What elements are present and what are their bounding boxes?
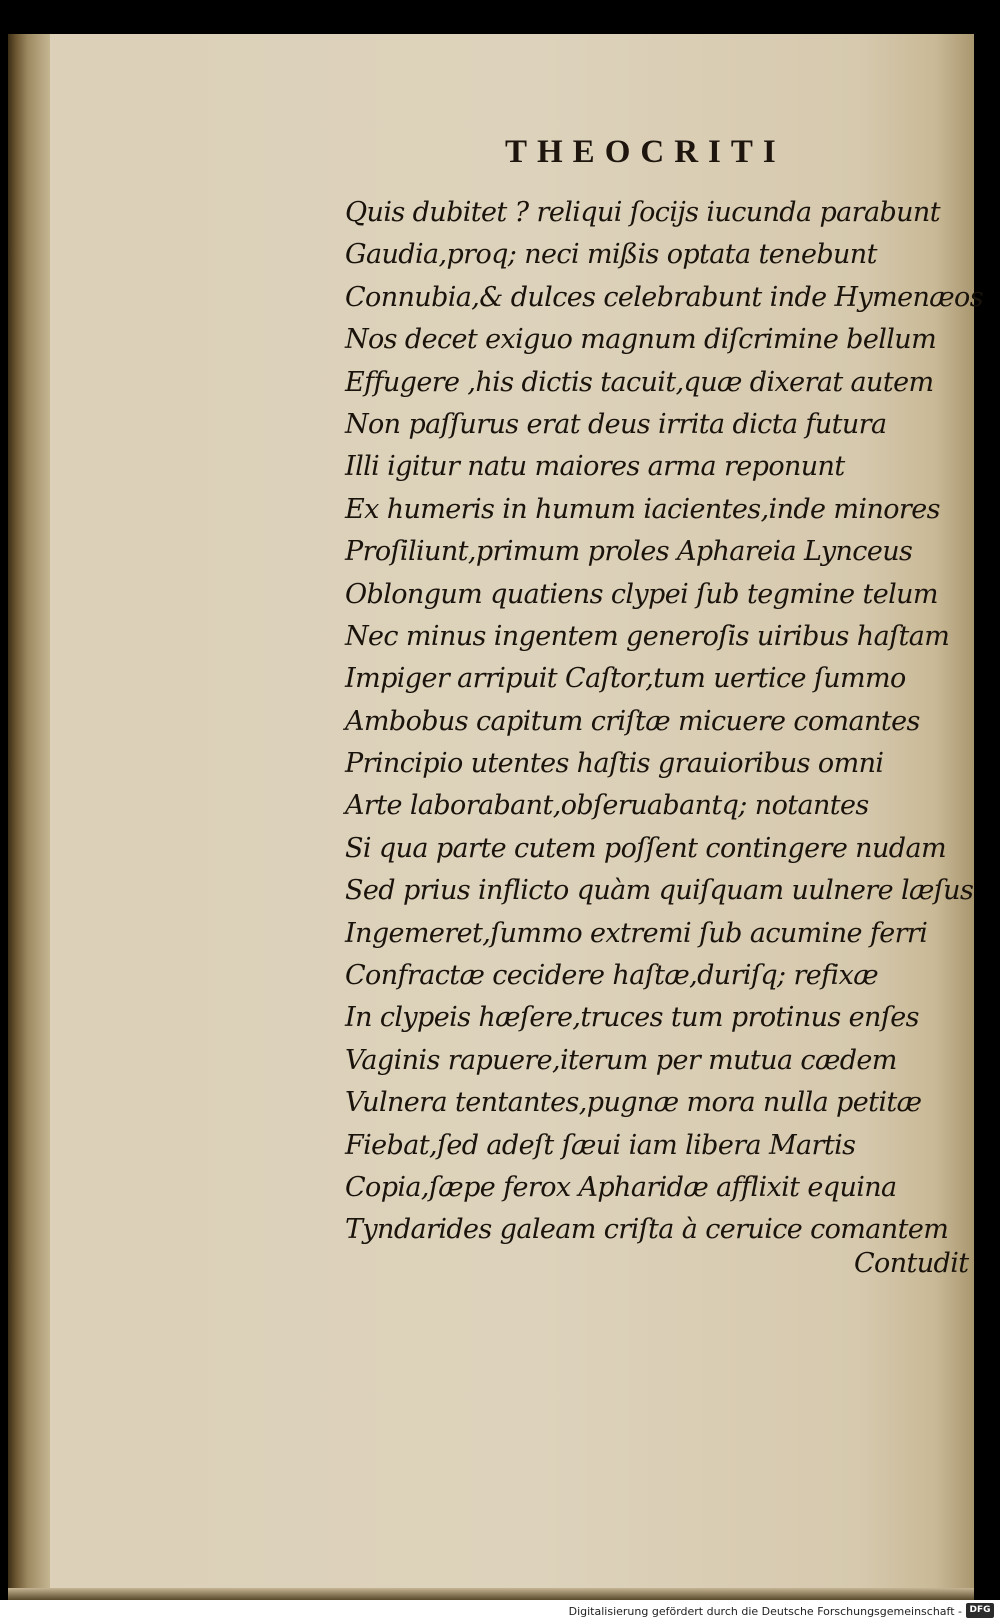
verse-line: Impiger arripuit Caſtor,tum uertice ſummo <box>345 663 906 695</box>
verse-line: Arte laborabant,obſeruabantq; notantes <box>345 790 869 822</box>
verse-line: Nos decet exiguo magnum diſcrimine bellum <box>345 324 937 356</box>
funding-credit: Digitalisierung gefördert durch die Deutsche Forschungsgemeinschaft - <box>568 1605 962 1618</box>
dfg-logo-icon: DFG <box>966 1603 994 1618</box>
verse-line: Tyndarides galeam criſta à ceruice comantem <box>345 1214 949 1246</box>
verse-line: Sed prius inflicto quàm quiſquam uulnere læſus <box>345 875 974 907</box>
verse-line: In clypeis hæſere,truces tum protinus enſes <box>345 1002 919 1034</box>
verse-line: Ex humeris in humum iacientes,inde minores <box>345 493 940 525</box>
verse-line: Connubia,& dulces celebrabunt inde Hymenæos <box>345 281 983 313</box>
page-header <box>0 134 1000 180</box>
verse-line: Proſiliunt,primum proles Aphareia Lynceus <box>345 536 913 568</box>
page-gutter <box>8 34 50 1600</box>
running-title: THEOCRITI <box>505 134 786 170</box>
verse-line: Confractæ cecidere haſtæ,duriſq; refixæ <box>345 960 879 992</box>
verse-line: Quis dubitet ? reliqui ſocijs iucunda parabunt <box>345 197 940 228</box>
verse-line: Ingemeret,ſummo extremi ſub acumine ferri <box>345 917 928 949</box>
verse-line: Principio utentes haſtis grauioribus omni <box>345 748 884 780</box>
verse-line: Fiebat,ſed adeſt ſæui iam libera Martis <box>345 1129 856 1161</box>
verse-line: Si qua parte cutem poſſent contingere nudam <box>345 832 946 864</box>
verse-line: Vaginis rapuere,iterum per mutua cædem <box>345 1044 897 1076</box>
verse-line: Effugere ,his dictis tacuit,quæ dixerat autem <box>345 366 934 398</box>
verse-line: Copia,ſæpe ferox Apharidæ afflixit equina <box>345 1171 897 1203</box>
catchword: Contudit <box>854 1248 969 1279</box>
footer-bar <box>0 1600 1000 1623</box>
verse-line: Non paſſurus erat deus irrita dicta futura <box>345 408 887 440</box>
verse-line: Illi igitur natu maiores arma reponunt <box>345 451 845 483</box>
verse-line: Vulnera tentantes,pugnæ mora nulla petitæ <box>345 1087 922 1119</box>
verse-text <box>345 192 983 1252</box>
verse-line: Gaudia,proq; neci mißis optata tenebunt <box>345 239 877 271</box>
verse-line: Nec minus ingentem generoſis uiribus haſtam <box>345 620 950 652</box>
verse-line: Ambobus capitum criſtæ micuere comantes <box>345 705 920 737</box>
verse-line: Oblongum quatiens clypei ſub tegmine telum <box>345 578 938 610</box>
page-bottom-edge <box>8 1588 974 1600</box>
